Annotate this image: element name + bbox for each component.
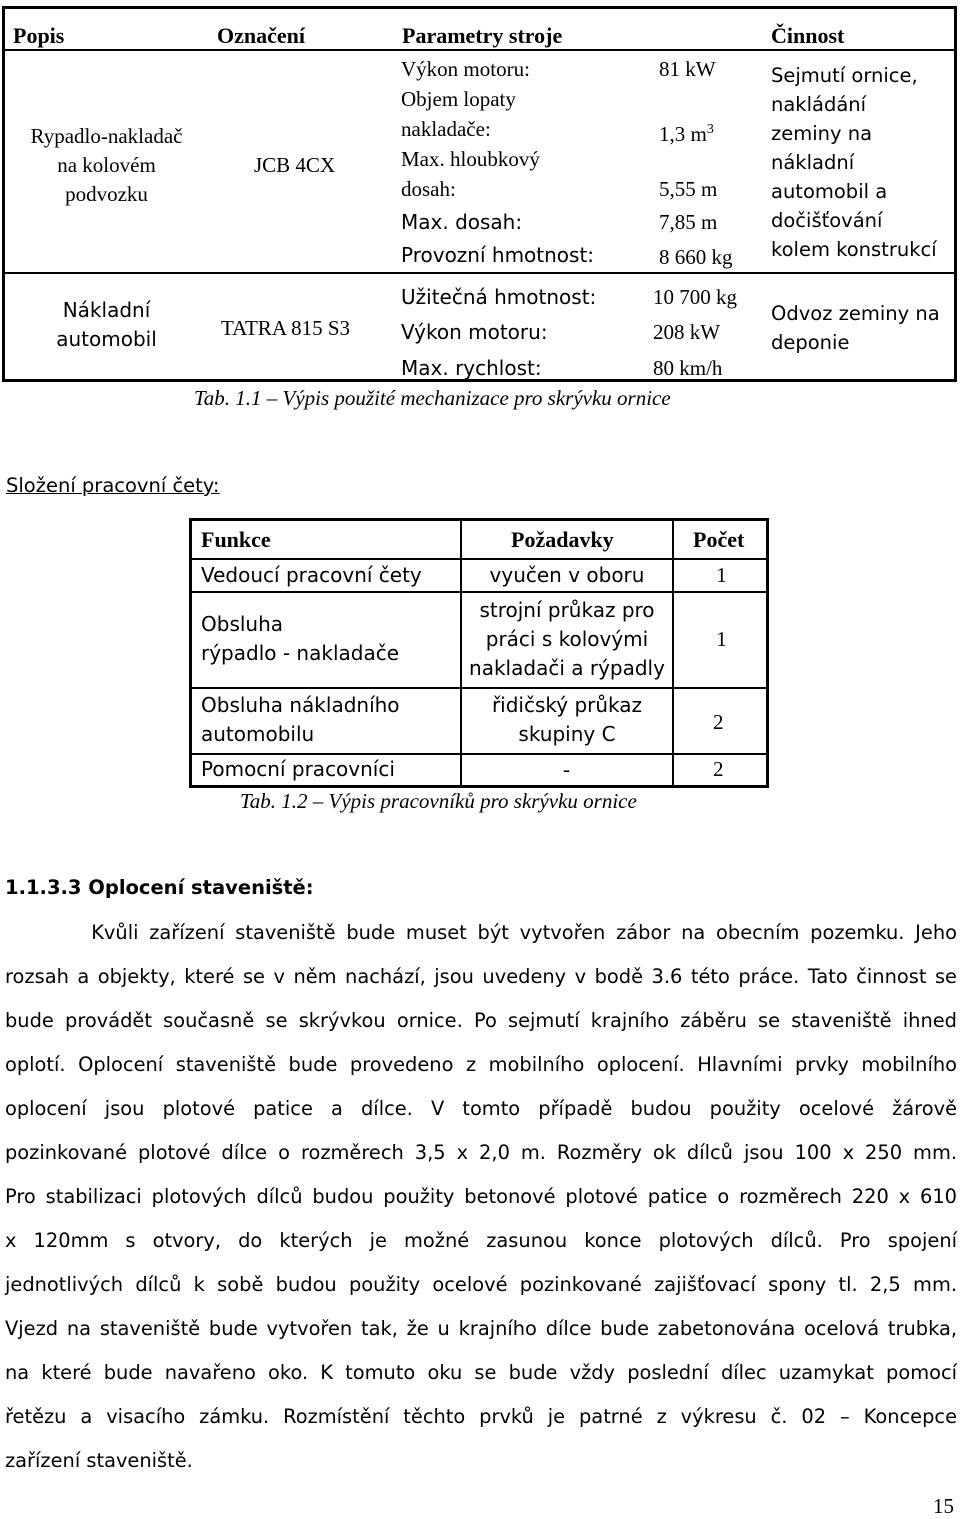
- row1-param-value: 81 kW: [659, 57, 716, 81]
- table2-caption: Tab. 1.2 – Výpis pracovníků pro skrývku ornice: [240, 789, 637, 813]
- table2-row4-funkce: Pomocní pracovníci: [201, 757, 395, 781]
- row1-cinnost-line: nákladní: [771, 151, 855, 174]
- table2-row-divider: [192, 687, 766, 689]
- table2-row2-pocet: 1: [716, 627, 727, 651]
- row2-param-value: 10 700 kg: [653, 285, 737, 309]
- fencing-paragraph: [5, 911, 957, 1483]
- section-heading: 1.1.3.3 Oplocení staveniště:: [5, 876, 314, 899]
- paragraph-line: bude provádět současně se skrývkou ornice. Po sejmutí krajního záběru se staveniště ihned: [5, 1009, 957, 1032]
- row1-cinnost-line: Sejmutí ornice,: [771, 64, 918, 87]
- bucket-volume-exponent: 3: [706, 122, 714, 137]
- table2-row3-funkce-line: automobilu: [201, 722, 315, 746]
- table1-header-cinnost: Činnost: [771, 23, 845, 48]
- row2-cinnost: [771, 299, 940, 357]
- paragraph-line: řetězu a visacího zámku. Rozmístění těchto prvků je patrné z výkresu č. 02 – Koncepce: [5, 1405, 957, 1428]
- table2-row-divider: [192, 591, 766, 593]
- table1-header-divider: [5, 49, 954, 51]
- row2-oznaceni: TATRA 815 S3: [221, 316, 351, 340]
- row1-cinnost-line: zeminy na: [771, 122, 873, 145]
- row1-popis-line: podvozku: [65, 182, 148, 206]
- table2-row3-pozadavky: [462, 691, 672, 749]
- table2-row2-pozadavky-line: strojní průkaz pro: [479, 598, 655, 622]
- row1-param-value: [659, 115, 714, 149]
- table2-row2-pozadavky: [462, 596, 672, 683]
- row2-cinnost-line: deponie: [771, 331, 850, 354]
- table1-header-popis: Popis: [13, 23, 65, 48]
- table2-row3-pocet: 2: [713, 710, 724, 734]
- row1-cinnost-line: nakládání: [771, 93, 867, 116]
- row2-param-label: Výkon motoru:: [401, 320, 548, 344]
- paragraph-line: x 120mm s otvory, do kterých je možné zasunou konce plotových dílců. Pro spojení: [5, 1229, 957, 1252]
- table2-row4-pozadavky: -: [563, 757, 570, 781]
- table2-header-funkce: Funkce: [201, 527, 271, 552]
- row1-param-value: 8 660 kg: [659, 245, 733, 269]
- row1-param-value: 5,55 m: [659, 177, 718, 201]
- table2-row1-pozadavky: vyučen v oboru: [489, 563, 645, 587]
- table1-header-parametry: Parametry stroje: [402, 23, 563, 48]
- table2-row3-pozadavky-line: řidičský průkaz: [491, 693, 643, 717]
- row1-param-label: Max. dosah:: [401, 210, 523, 234]
- table2-row4-pocet: 2: [713, 757, 724, 781]
- table1-row-divider: [5, 272, 954, 274]
- row1-param-label: Objem lopaty: [401, 87, 516, 111]
- table2-row2-pozadavky-line: práci s kolovými: [485, 627, 649, 651]
- row1-param-label: Výkon motoru:: [401, 57, 530, 81]
- paragraph-line: pozinkované plotové dílce o rozměrech 3,5 x 2,0 m. Rozměry ok dílců jsou 100 x 250 mm.: [5, 1141, 957, 1164]
- row1-cinnost-line: kolem konstrukcí: [771, 238, 937, 261]
- table1-caption: Tab. 1.1 – Výpis použité mechanizace pro skrývku ornice: [194, 386, 671, 410]
- row2-popis-line: Nákladní: [62, 298, 151, 322]
- row1-oznaceni: JCB 4CX: [254, 153, 336, 177]
- row1-popis: [9, 122, 204, 209]
- row2-cinnost-line: Odvoz zeminy na: [771, 302, 940, 325]
- row2-param-value: 80 km/h: [653, 356, 723, 380]
- paragraph-line: Vjezd na staveniště bude vytvořen tak, že u krajního dílce bude zabetonována ocelová trubka,: [5, 1317, 957, 1340]
- row2-param-label: Užitečná hmotnost:: [401, 285, 597, 309]
- table2-row3-funkce-line: Obsluha nákladního: [201, 693, 400, 717]
- table2-row2-funkce-line: rýpadlo - nakladače: [201, 641, 400, 665]
- machinery-table: [2, 6, 957, 382]
- row1-param-label: Max. hloubkový: [401, 147, 540, 171]
- table2-header-pocet: Počet: [693, 527, 745, 552]
- row2-popis-line: automobil: [56, 327, 157, 351]
- paragraph-line: rozsah a objekty, které se v něm nachází, jsou uvedeny v bodě 3.6 této práce. Tato činnost se: [5, 965, 957, 988]
- table2-row3-funkce: [201, 691, 400, 749]
- table2-row1-pocet: 1: [716, 563, 727, 587]
- row1-param-value: 7,85 m: [659, 210, 718, 234]
- table2-row3-pozadavky-line: skupiny C: [518, 722, 616, 746]
- row1-param-label: dosah:: [401, 177, 456, 201]
- crew-heading: Složení pracovní čety:: [6, 474, 220, 497]
- paragraph-line: oplocení jsou plotové patice a dílce. V tomto případě budou použity ocelové žárově: [5, 1097, 957, 1120]
- row1-param-label: Provozní hmotnost:: [401, 243, 595, 267]
- table2-row2-funkce: [201, 610, 399, 668]
- paragraph-line: na které bude navařeno oko. K tomuto oku se bude vždy poslední dílec uzamykat pomocí: [5, 1361, 957, 1384]
- row2-popis: [9, 296, 204, 354]
- table2-header-pozadavky: Požadavky: [511, 527, 614, 552]
- table2-row2-pozadavky-line: nakladači a rýpadly: [469, 656, 665, 680]
- table1-header-oznaceni: Označení: [217, 23, 305, 48]
- page-number: 15: [933, 1494, 954, 1518]
- row1-cinnost-line: automobil a: [771, 180, 888, 203]
- paragraph-line: jednotlivých dílců k sobě budou použity ocelové pozinkované zajišťovací spony tl. 2,5 mm.: [5, 1273, 957, 1296]
- crew-table: [189, 518, 769, 788]
- row2-param-label: Max. rychlost:: [401, 356, 542, 380]
- row1-param-label: nakladače:: [401, 117, 491, 141]
- table2-row2-funkce-line: Obsluha: [201, 612, 284, 636]
- paragraph-line: Pro stabilizaci plotových dílců budou použity betonové plotové patice o rozměrech 220 x 610: [5, 1185, 957, 1208]
- row1-cinnost: [771, 61, 937, 264]
- table2-row-divider: [192, 558, 766, 560]
- row1-cinnost-line: dočišťování: [771, 209, 883, 232]
- row2-param-value: 208 kW: [653, 320, 721, 344]
- row1-popis-line: Rypadlo-nakladač: [30, 124, 183, 148]
- row1-popis-line: na kolovém: [57, 153, 156, 177]
- bucket-volume: 1,3 m: [659, 122, 707, 146]
- paragraph-line: Kvůli zařízení staveniště bude muset být vytvořen zábor na obecním pozemku. Jeho: [5, 921, 957, 944]
- paragraph-line: zařízení staveniště.: [5, 1449, 193, 1472]
- table2-row1-funkce: Vedoucí pracovní čety: [201, 563, 422, 587]
- paragraph-line: oplotí. Oplocení staveniště bude provedeno z mobilního oplocení. Hlavními prvky mobilního: [5, 1053, 957, 1076]
